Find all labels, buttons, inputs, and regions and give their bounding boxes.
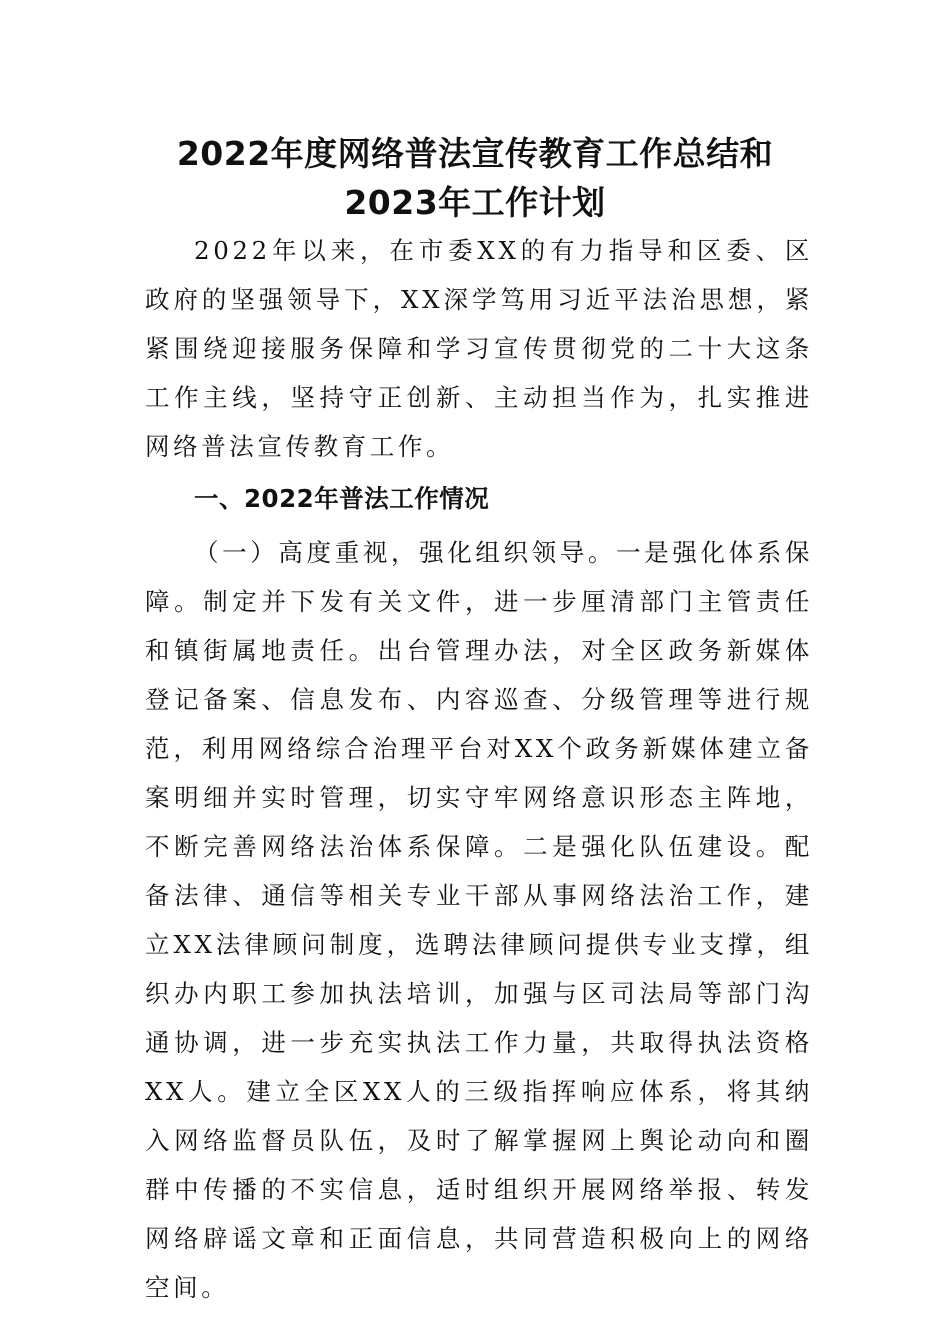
- document-title-line-2: 2023年工作计划: [344, 183, 606, 222]
- section-1-heading: 一、2022年普法工作情况: [194, 484, 490, 513]
- section-1-paragraph-1: （一）高度重视，强化组织领导。一是强化体系保障。制定并下发有关文件，进一步厘清部门主管责任和镇街属地责任。出台管理办法，对全区政务新媒体登记备案、信息发布、内容巡查、分级管理等进行规范，利用网络综合治理平台对XX个政务新媒体建立备案明细并实时管理，切实守牢网络意识形态主阵地，不断完善网络法治体系保障。二是强化队伍建设。配备法律、通信等相关专业干部从事网络法治工作，建立XX法律顾问制度，选聘法律顾问提供专业支撑，组织办内职工参加执法培训，加强与区司法局等部门沟通协调，进一步充实执法工作力量，共取得执法资格XX人。建立全区XX人的三级指挥响应体系，将其纳入网络监督员队伍，及时了解掌握网上舆论动向和圈群中传播的不实信息，适时组织开展网络举报、转发网络辟谣文章和正面信息，共同营造积极向上的网络空间。: [145, 538, 813, 1302]
- intro-paragraph: 2022年以来，在市委XX的有力指导和区委、区政府的坚强领导下，XX深学笃用习近平法治思想，紧紧围绕迎接服务保障和学习宣传贯彻党的二十大这条工作主线，坚持守正创新、主动担当作为，扎实推进网络普法宣传教育工作。: [145, 236, 813, 461]
- document-title-line-1: 2022年度网络普法宣传教育工作总结和: [176, 134, 774, 173]
